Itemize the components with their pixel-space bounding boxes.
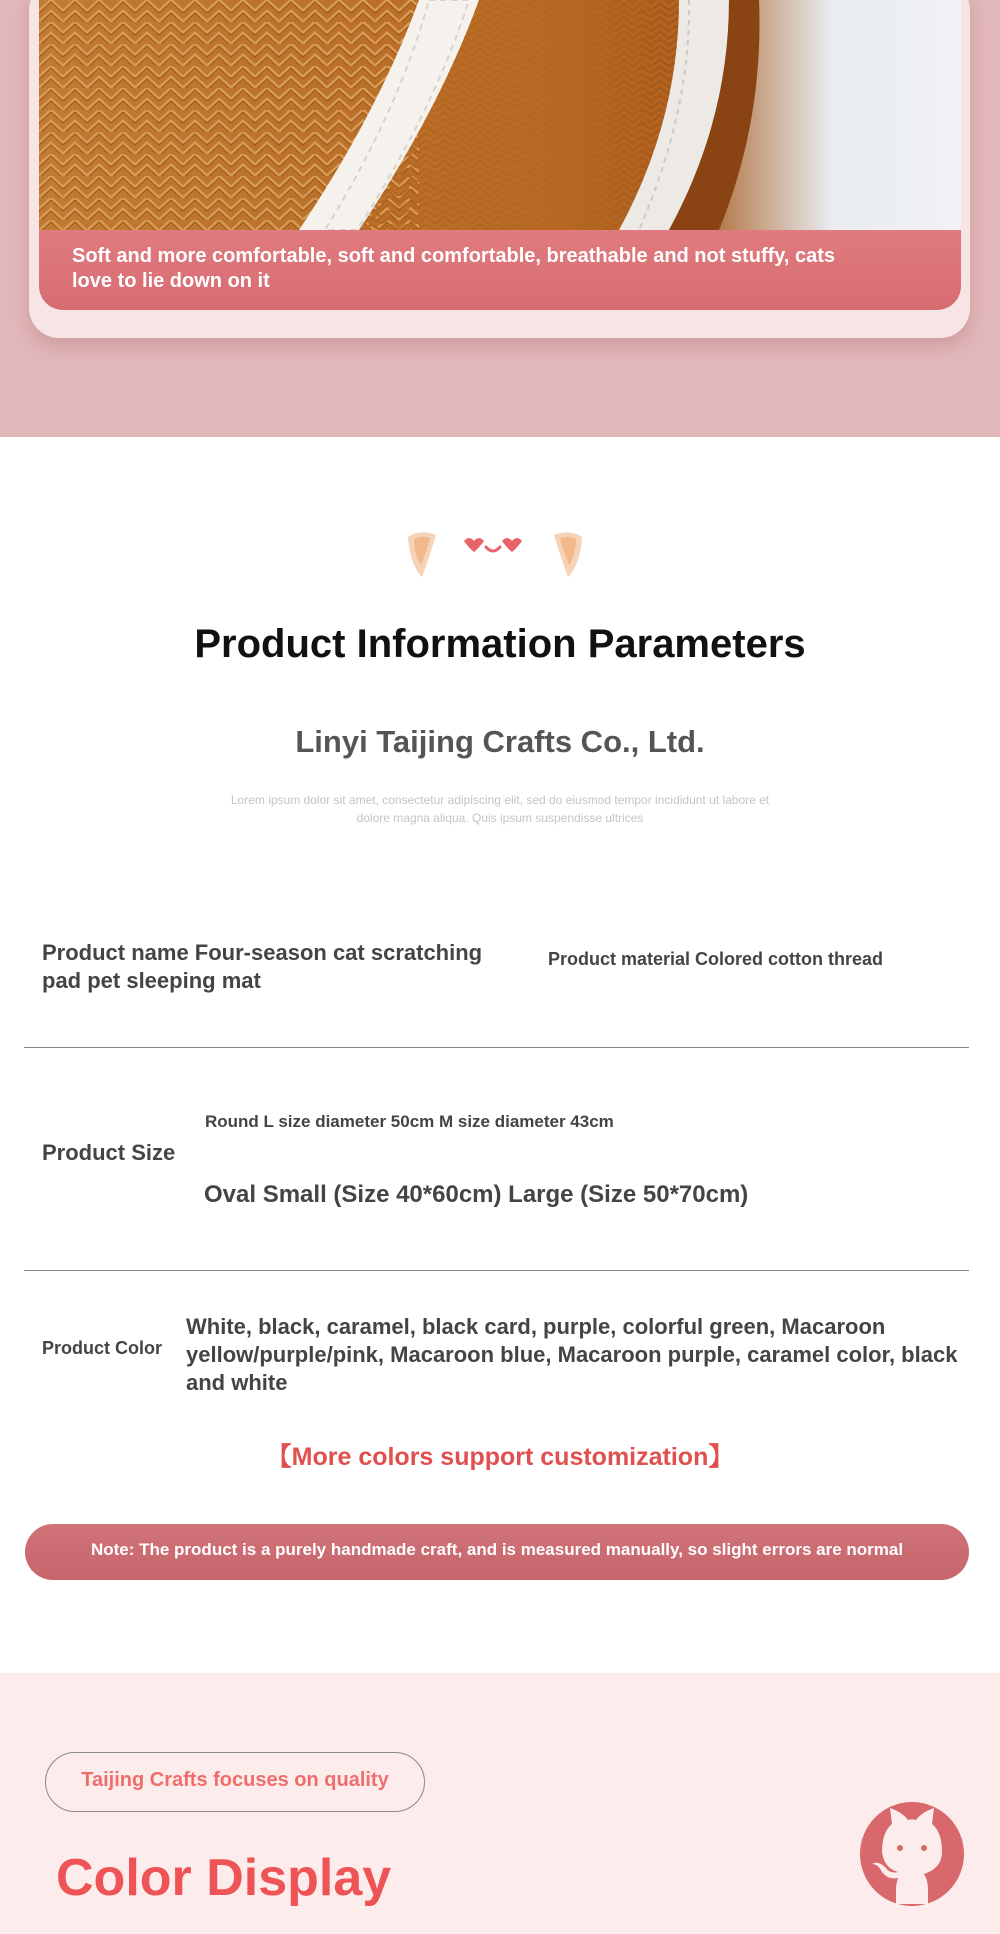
product-name: Product name Four-season cat scratching pad pet sleeping mat xyxy=(42,940,483,993)
hero-caption: Soft and more comfortable, soft and comfortable, breathable and not stuffy, cats love to lie down on it xyxy=(72,245,836,292)
section-title: Product Information Parameters xyxy=(194,622,806,666)
customization-note: 【More colors support customization】 xyxy=(266,1443,734,1471)
cat-face-icon xyxy=(400,525,590,587)
size-oval: Oval Small (Size 40*60cm) Large (Size 50*70cm) xyxy=(204,1181,749,1208)
product-photo xyxy=(39,0,961,230)
placeholder-text: Lorem ipsum dolor sit amet, consectetur adipiscing elit, sed do eiusmod tempor incididunt ut labore et dolore magna aliqua. Quis ipsum suspendisse ultrices xyxy=(230,793,770,825)
note-text: Note: The product is a purely handmade craft, and is measured manually, so slight errors are normal xyxy=(90,1540,904,1559)
cat-logo-icon xyxy=(858,1798,966,1906)
product-color-list: White, black, caramel, black card, purple, colorful green, Macaroon yellow/purple/pink, Macaroon blue, Macaroon purple, caramel color, black and white xyxy=(186,1314,958,1395)
color-display-section xyxy=(0,1673,1000,1934)
hero-section xyxy=(0,0,1000,437)
product-color-label: Product Color xyxy=(42,1338,162,1358)
product-material: Product material Colored cotton thread xyxy=(548,949,884,969)
focus-tag xyxy=(45,1752,425,1812)
color-display-title: Color Display xyxy=(56,1849,392,1907)
size-round: Round L size diameter 50cm M size diameter 43cm xyxy=(205,1112,614,1131)
caption-bar xyxy=(39,230,961,310)
note-bar xyxy=(25,1524,969,1580)
product-size-label: Product Size xyxy=(42,1140,176,1165)
divider xyxy=(24,1047,969,1048)
divider xyxy=(24,1270,969,1271)
focus-tag-text: Taijing Crafts focuses on quality xyxy=(81,1769,389,1791)
woven-mat-illustration xyxy=(39,0,961,230)
product-photo-card xyxy=(29,0,970,338)
company-name: Linyi Taijing Crafts Co., Ltd. xyxy=(295,724,705,759)
